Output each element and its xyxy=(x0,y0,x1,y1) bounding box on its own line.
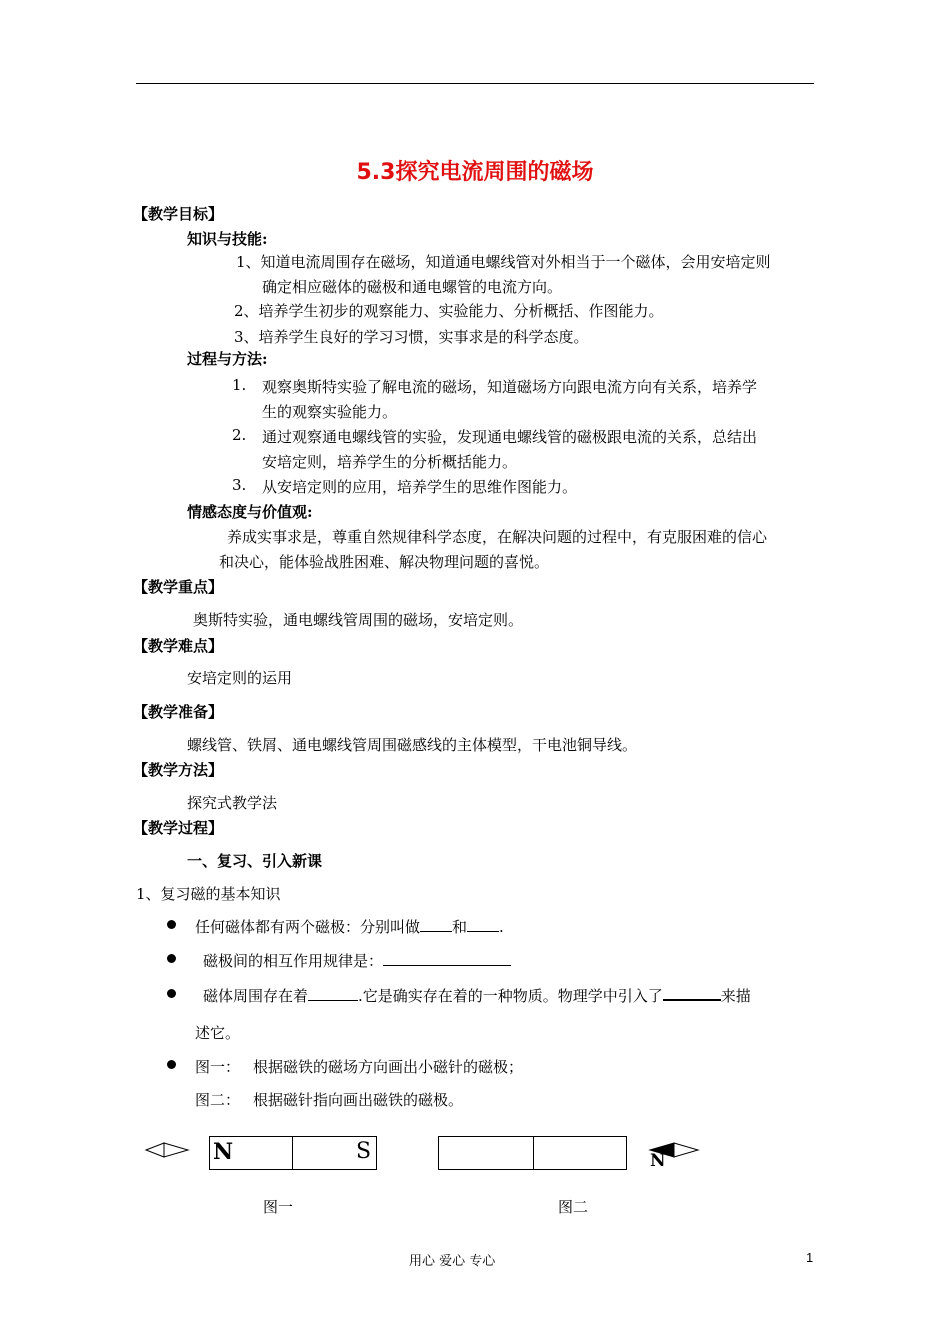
question-text: 磁体周围存在着 xyxy=(203,987,309,1005)
header-rule xyxy=(136,83,814,84)
review-question-field-cont: 述它。 xyxy=(195,1024,241,1042)
figure-task-text-1: 根据磁铁的磁场方向画出小磁针的磁极； xyxy=(253,1058,524,1076)
key-points-text: 奥斯特实验，通电螺线管周围的磁场，安培定则。 xyxy=(193,611,524,629)
needle-north-label: N xyxy=(650,1151,666,1171)
knowledge-heading: 知识与技能: xyxy=(187,230,268,248)
question-text: 磁极间的相互作用规律是： xyxy=(203,952,384,970)
difficulty-text: 安培定则的运用 xyxy=(187,669,293,687)
figure-task-text-2: 根据磁针指向画出磁铁的磁极。 xyxy=(253,1091,464,1109)
knowledge-item-2: 2、培养学生初步的观察能力、实验能力、分析概括、作图能力。 xyxy=(234,302,664,320)
difficulty-heading: 【教学难点】 xyxy=(133,637,224,655)
bullet-1 xyxy=(167,920,176,929)
attitude-line-2: 和决心，能体验战胜困难、解决物理问题的喜悦。 xyxy=(219,553,550,571)
bullet-3 xyxy=(167,989,176,998)
question-text: .它是确实存在着的一种物质。物理学中引入了 xyxy=(358,987,663,1005)
answer-blank[interactable] xyxy=(663,985,721,1001)
section-review-heading: 一、复习、引入新课 xyxy=(187,852,323,870)
process-item-1-line-2: 生的观察实验能力。 xyxy=(262,403,398,421)
preparation-heading: 【教学准备】 xyxy=(133,703,224,721)
process-heading: 过程与方法: xyxy=(187,350,268,368)
attitude-line-1: 养成实事求是，尊重自然规律科学态度，在解决问题的过程中，有克服困难的信心 xyxy=(227,528,768,546)
bar-magnet-fig2 xyxy=(438,1136,627,1170)
process-item-3-line-1: 从安培定则的应用，培养学生的思维作图能力。 xyxy=(262,478,578,496)
process-item-3-num: 3. xyxy=(232,476,247,494)
answer-blank[interactable] xyxy=(383,951,511,966)
footer-motto: 用心 爱心 专心 xyxy=(409,1254,496,1269)
magnet-north-pole: N xyxy=(213,1139,234,1165)
question-text: 和 xyxy=(452,918,468,936)
process-item-1-num: 1. xyxy=(232,376,247,394)
process-item-2-line-2: 安培定则，培养学生的分析概括能力。 xyxy=(262,453,518,471)
question-text: 任何磁体都有两个磁极：分别叫做 xyxy=(195,918,421,936)
magnet-divider xyxy=(533,1137,534,1169)
bar-magnet-fig1 xyxy=(209,1136,377,1170)
page-number: 1 xyxy=(806,1250,814,1265)
compass-needle-icon xyxy=(144,1140,194,1160)
question-text: 来描 xyxy=(720,987,751,1005)
procedure-heading: 【教学过程】 xyxy=(133,819,224,837)
method-text: 探究式教学法 xyxy=(187,794,278,812)
process-item-2-line-1: 通过观察通电螺线管的实验，发现通电螺线管的磁极跟电流的关系，总结出 xyxy=(262,428,758,446)
answer-blank[interactable] xyxy=(467,917,499,932)
bullet-2 xyxy=(167,954,176,963)
method-heading: 【教学方法】 xyxy=(133,761,224,779)
review-question-poles xyxy=(195,916,504,937)
preparation-text: 螺线管、铁屑、通电螺线管周围磁感线的主体模型，干电池铜导线。 xyxy=(187,736,638,754)
magnet-south-pole: S xyxy=(356,1139,372,1164)
knowledge-item-3: 3、培养学生良好的学习习惯，实事求是的科学态度。 xyxy=(234,328,589,346)
answer-blank[interactable] xyxy=(420,917,452,932)
review-subheading: 1、复习磁的基本知识 xyxy=(136,885,281,903)
knowledge-item-1-line-1: 1、知道电流周围存在磁场，知道通电螺线管对外相当于一个磁体，会用安培定则 xyxy=(236,253,771,271)
objectives-heading: 【教学目标】 xyxy=(133,205,224,223)
figure-caption-1: 图一 xyxy=(263,1198,294,1216)
attitude-heading: 情感态度与价值观: xyxy=(187,503,313,521)
figure-task-label-1: 图一： xyxy=(195,1058,241,1076)
question-text: . xyxy=(499,918,504,936)
process-item-2-num: 2. xyxy=(232,426,247,444)
review-question-interaction xyxy=(203,950,511,971)
bullet-4 xyxy=(167,1060,176,1069)
figure-task-label-2: 图二： xyxy=(195,1091,241,1109)
process-item-1-line-1: 观察奥斯特实验了解电流的磁场，知道磁场方向跟电流方向有关系，培养学 xyxy=(262,378,758,396)
answer-blank[interactable] xyxy=(308,986,358,1001)
page-title: 5.3探究电流周围的磁场 xyxy=(356,160,594,185)
knowledge-item-1-line-2: 确定相应磁体的磁极和通电螺管的电流方向。 xyxy=(262,278,563,296)
review-question-field xyxy=(203,985,751,1006)
key-points-heading: 【教学重点】 xyxy=(133,578,224,596)
figure-caption-2: 图二 xyxy=(558,1198,589,1216)
magnet-divider xyxy=(292,1137,293,1169)
